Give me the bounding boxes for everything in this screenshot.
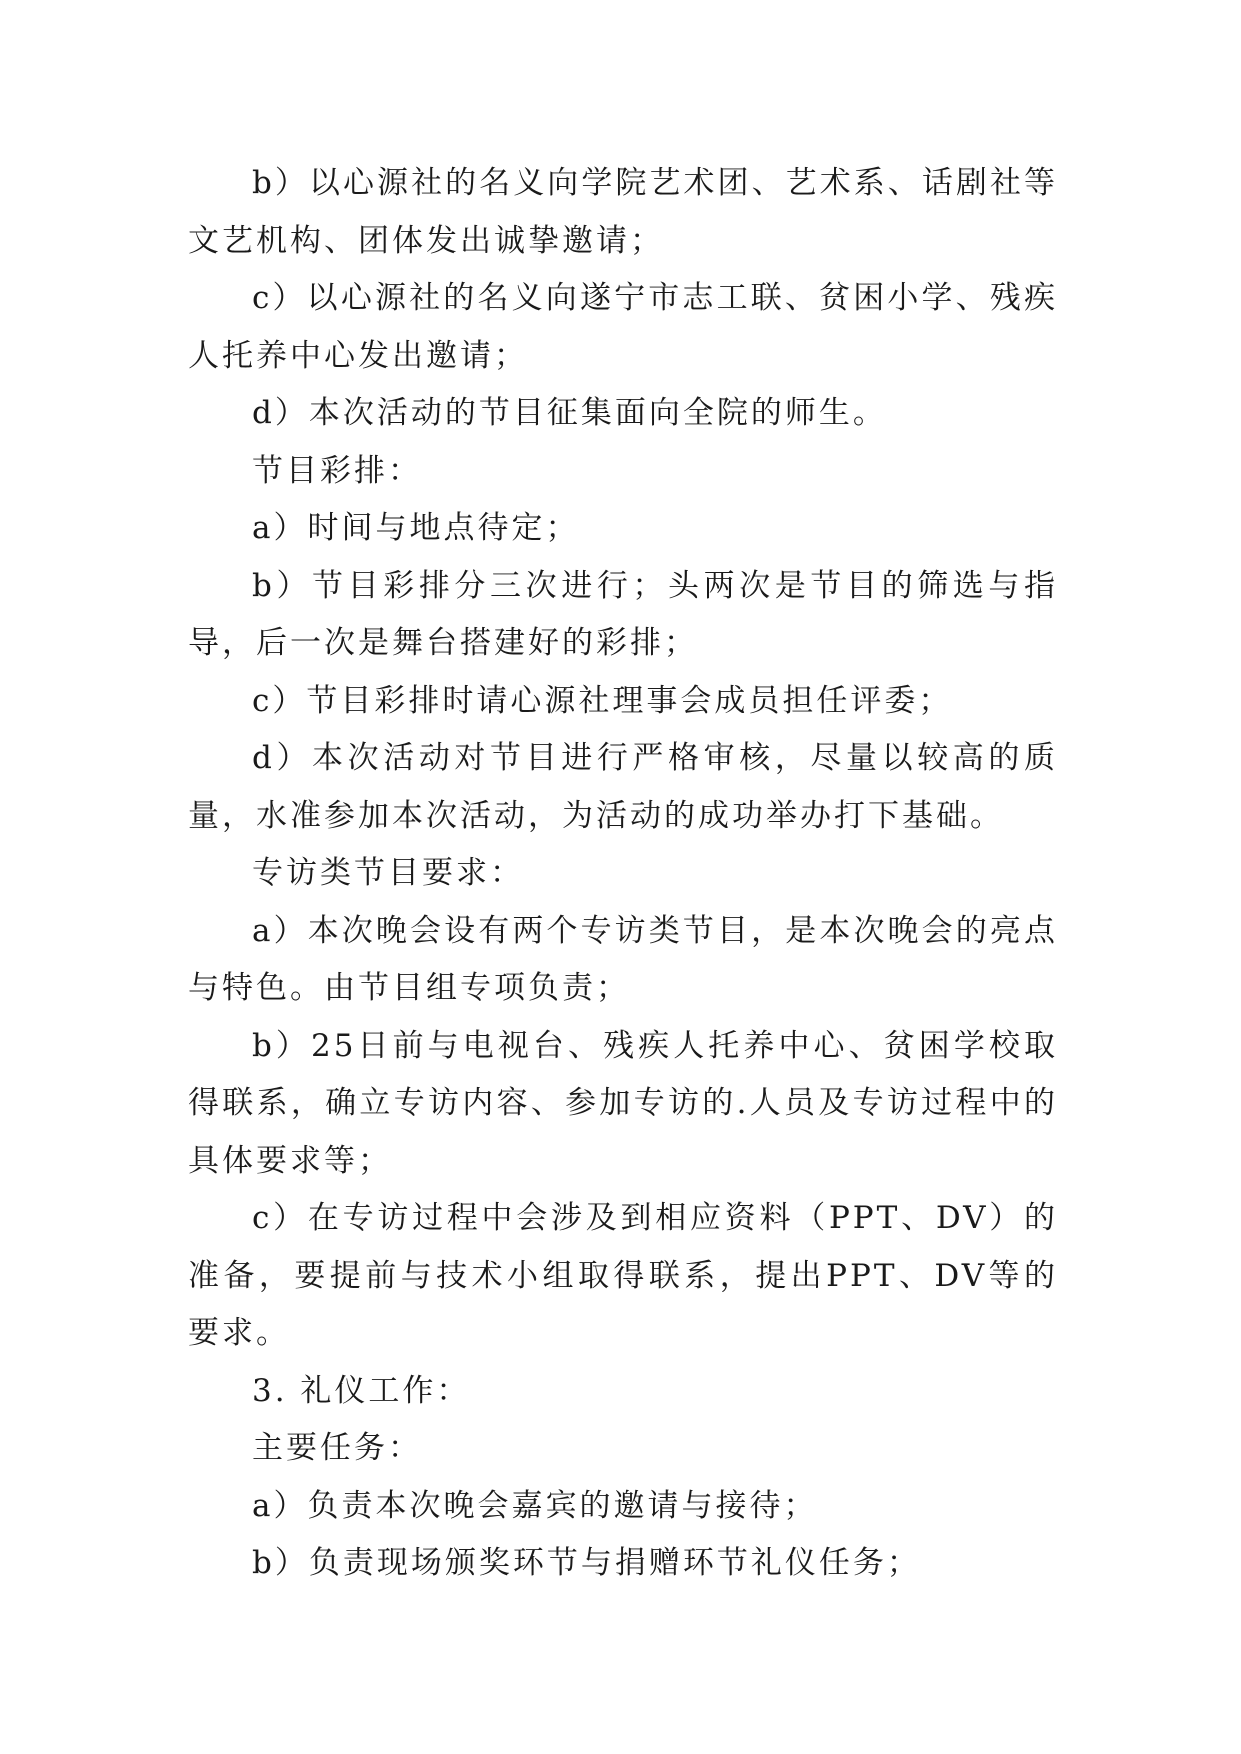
section-heading-interview: 专访类节目要求：	[252, 855, 524, 891]
section-heading-etiquette: 3. 礼仪工作：	[252, 1372, 471, 1409]
paragraph-interview-highlight: a）本次晚会设有两个专访类节目，是本次晚会的亮点与特色。由节目组专项负责；	[188, 912, 1058, 1006]
paragraph-rehearsal-time: a）时间与地点待定；	[252, 510, 580, 546]
paragraph-guest-reception: a）负责本次晚会嘉宾的邀请与接待；	[252, 1487, 818, 1524]
section-heading-main-tasks: 主要任务：	[252, 1430, 422, 1466]
paragraph-rehearsal-judges: c）节目彩排时请心源社理事会成员担任评委；	[252, 682, 953, 719]
paragraph-invite-art-groups: b）以心源社的名义向学院艺术团、艺术系、话剧社等文艺机构、团体发出诚挚邀请；	[188, 165, 1058, 259]
section-heading-rehearsal: 节目彩排：	[252, 452, 422, 489]
paragraph-invite-volunteer-union: c）以心源社的名义向遂宁市志工联、贫困小学、残疾人托养中心发出邀请；	[188, 280, 1058, 374]
paragraph-interview-contact: b）25日前与电视台、残疾人托养中心、贫困学校取得联系，确立专访内容、参加专访的.人员及专访过程中的具体要求等；	[188, 1027, 1058, 1179]
paragraph-interview-materials: c）在专访过程中会涉及到相应资料（PPT、DV）的准备，要提前与技术小组取得联系，提出PPT、DV等的要求。	[188, 1200, 1058, 1351]
paragraph-award-ceremony: b）负责现场颁奖环节与捐赠环节礼仪任务；	[252, 1545, 921, 1581]
paragraph-rehearsal-three-times: b）节目彩排分三次进行；头两次是节目的筛选与指导，后一次是舞台搭建好的彩排；	[188, 567, 1058, 661]
paragraph-program-collection: d）本次活动的节目征集面向全院的师生。	[252, 395, 887, 431]
document-page	[188, 155, 1058, 1593]
paragraph-rehearsal-review: d）本次活动对节目进行严格审核，尽量以较高的质量，水准参加本次活动，为活动的成功举办打下基础。	[188, 740, 1058, 834]
